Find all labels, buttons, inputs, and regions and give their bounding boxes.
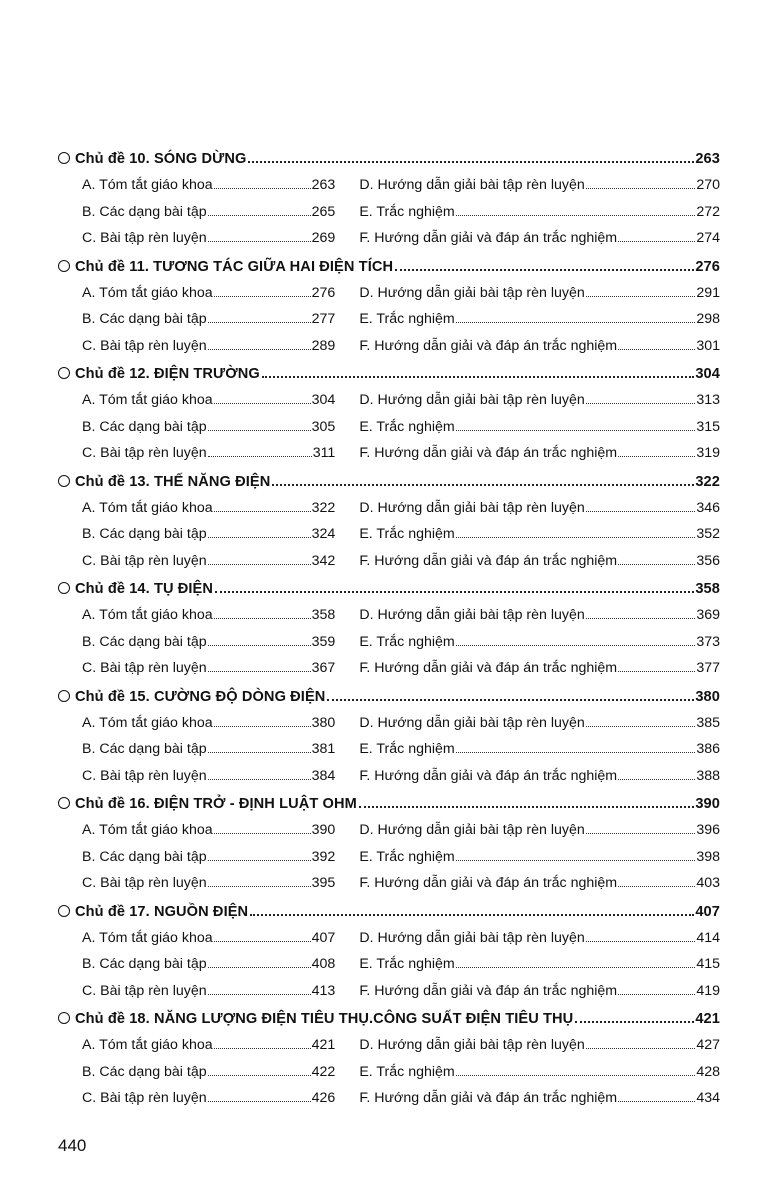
toc-entry[interactable] — [359, 280, 720, 307]
dot-leader — [456, 967, 696, 968]
toc-entry[interactable] — [82, 414, 335, 441]
toc-entry[interactable] — [359, 199, 720, 226]
dot-leader — [208, 752, 311, 753]
circle-bullet-icon — [58, 690, 70, 702]
entry-page-number: 388 — [696, 767, 720, 784]
entry-page-number: 356 — [696, 552, 720, 569]
toc-chapter — [58, 469, 720, 577]
dot-leader — [208, 537, 311, 538]
entry-label: C. Bài tập rèn luyện — [82, 875, 207, 891]
entry-label: B. Các dạng bài tập — [82, 633, 207, 650]
entry-label: B. Các dạng bài tập — [82, 526, 207, 542]
entry-page-number: 305 — [311, 418, 336, 435]
toc-entry[interactable] — [359, 521, 720, 548]
dot-leader — [214, 833, 311, 834]
entry-label: B. Các dạng bài tập — [82, 741, 207, 757]
chapter-page-number: 276 — [695, 258, 720, 275]
dot-leader — [456, 537, 696, 538]
entry-page-number: 298 — [696, 311, 720, 327]
entry-label: F. Hướng dẫn giải và đáp án trắc nghiệm — [359, 445, 618, 461]
entry-page-number: 263 — [311, 177, 336, 193]
entry-page-number: 346 — [696, 499, 720, 516]
entry-page-number: 434 — [696, 1090, 720, 1106]
dot-leader — [456, 645, 696, 646]
toc-chapter — [58, 254, 720, 362]
entry-label: A. Tóm tắt giáo khoa — [82, 607, 213, 623]
toc-entry[interactable] — [82, 710, 335, 737]
toc-row — [58, 199, 720, 226]
entry-label: D. Hướng dẫn giải bài tập rèn luyện — [359, 714, 585, 731]
entry-page-number: 414 — [696, 929, 720, 946]
dot-leader — [214, 941, 311, 942]
entry-page-number: 392 — [311, 848, 336, 865]
toc-entry[interactable] — [359, 414, 720, 441]
toc-entry[interactable] — [359, 1059, 720, 1086]
entry-page-number: 270 — [696, 177, 720, 193]
dot-leader — [250, 914, 694, 916]
entry-page-number: 301 — [696, 337, 720, 354]
dot-leader — [208, 779, 311, 780]
dot-leader — [456, 215, 696, 216]
toc-entry[interactable] — [82, 602, 335, 629]
entry-page-number: 426 — [311, 1090, 336, 1106]
toc-row — [58, 1059, 720, 1086]
entry-page-number: 380 — [311, 714, 336, 731]
chapter-heading[interactable] — [58, 576, 720, 602]
dot-leader — [208, 1101, 311, 1102]
entry-label: C. Bài tập rèn luyện — [82, 230, 207, 246]
toc-entry[interactable] — [82, 655, 335, 682]
chapter-heading[interactable] — [58, 1006, 720, 1032]
entry-page-number: 315 — [696, 418, 720, 435]
entry-label: A. Tóm tắt giáo khoa — [82, 392, 213, 408]
toc-entry[interactable] — [82, 1059, 335, 1086]
entry-label: D. Hướng dẫn giải bài tập rèn luyện — [359, 822, 585, 838]
entry-label: E. Trắc nghiệm — [359, 956, 455, 972]
toc-row — [58, 172, 720, 199]
toc-chapter — [58, 361, 720, 469]
entry-page-number: 422 — [311, 1063, 336, 1080]
toc-row — [58, 414, 720, 441]
entry-label: C. Bài tập rèn luyện — [82, 552, 207, 569]
dot-leader — [618, 671, 695, 672]
entry-label: A. Tóm tắt giáo khoa — [82, 177, 213, 193]
entry-label: C. Bài tập rèn luyện — [82, 445, 207, 461]
entry-page-number: 408 — [311, 956, 336, 972]
dot-leader — [618, 886, 695, 887]
entry-label: C. Bài tập rèn luyện — [82, 982, 207, 999]
toc-entry[interactable] — [82, 978, 335, 1005]
toc-entry[interactable] — [359, 172, 720, 199]
toc-entry[interactable] — [82, 870, 335, 897]
entry-label: A. Tóm tắt giáo khoa — [82, 822, 213, 838]
circle-bullet-icon — [58, 152, 70, 164]
toc-chapter — [58, 146, 720, 254]
toc-entry[interactable] — [359, 870, 720, 897]
entry-label: A. Tóm tắt giáo khoa — [82, 929, 213, 946]
entry-page-number: 421 — [311, 1037, 336, 1053]
dot-leader — [618, 564, 695, 565]
chapter-heading[interactable] — [58, 684, 720, 710]
dot-leader — [214, 618, 311, 619]
entry-label: A. Tóm tắt giáo khoa — [82, 1037, 213, 1053]
circle-bullet-icon — [58, 797, 70, 809]
dot-leader — [395, 269, 694, 271]
entry-page-number: 390 — [311, 822, 336, 838]
chapter-heading[interactable] — [58, 361, 720, 387]
toc-row — [58, 280, 720, 307]
circle-bullet-icon — [58, 582, 70, 594]
entry-page-number: 386 — [696, 741, 720, 757]
dot-leader — [575, 1021, 694, 1023]
dot-leader — [208, 241, 311, 242]
toc-row — [58, 225, 720, 252]
toc-entry[interactable] — [359, 1032, 720, 1059]
chapter-page-number: 421 — [695, 1011, 720, 1027]
entry-label: A. Tóm tắt giáo khoa — [82, 714, 213, 731]
dot-leader — [586, 188, 696, 189]
entry-label: E. Trắc nghiệm — [359, 848, 455, 865]
dot-leader — [586, 726, 696, 727]
toc-entry[interactable] — [359, 333, 720, 360]
chapter-title: Chủ đề 11. TƯƠNG TÁC GIỮA HAI ĐIỆN TÍCH — [75, 258, 394, 275]
toc-row — [58, 1032, 720, 1059]
toc-entry[interactable] — [82, 1085, 335, 1112]
dot-leader — [586, 296, 696, 297]
toc-row — [58, 925, 720, 952]
chapter-page-number: 263 — [695, 151, 720, 167]
entry-label: B. Các dạng bài tập — [82, 848, 207, 865]
toc-entry[interactable] — [82, 844, 335, 871]
chapter-title: Chủ đề 18. NĂNG LƯỢNG ĐIỆN TIÊU THỤ.CÔNG SUẤT ĐIỆN TIÊU THỤ — [75, 1011, 574, 1027]
entry-page-number: 369 — [696, 607, 720, 623]
toc-entry[interactable] — [82, 951, 335, 978]
dot-leader — [215, 591, 694, 593]
toc-entry[interactable] — [359, 602, 720, 629]
toc-row — [58, 763, 720, 790]
entry-page-number: 373 — [696, 633, 720, 650]
dot-leader — [618, 349, 695, 350]
dot-leader — [359, 806, 694, 808]
dot-leader — [456, 860, 696, 861]
entry-page-number: 269 — [311, 230, 336, 246]
chapter-page-number: 358 — [695, 581, 720, 597]
entry-label: E. Trắc nghiệm — [359, 1063, 455, 1080]
toc-entry[interactable] — [82, 763, 335, 790]
dot-leader — [208, 349, 311, 350]
toc-entry[interactable] — [82, 199, 335, 226]
entry-label: F. Hướng dẫn giải và đáp án trắc nghiệm — [359, 660, 618, 676]
entry-label: F. Hướng dẫn giải và đáp án trắc nghiệm — [359, 230, 618, 246]
entry-page-number: 396 — [696, 822, 720, 838]
dot-leader — [327, 699, 694, 701]
entry-page-number: 415 — [696, 956, 720, 972]
toc-entry[interactable] — [359, 225, 720, 252]
toc-chapter — [58, 576, 720, 684]
entry-page-number: 304 — [311, 392, 336, 408]
toc-chapter — [58, 1006, 720, 1114]
chapter-heading[interactable] — [58, 469, 720, 495]
dot-leader — [586, 833, 696, 834]
dot-leader — [208, 967, 311, 968]
table-of-contents — [58, 146, 720, 1114]
entry-label: B. Các dạng bài tập — [82, 418, 207, 435]
dot-leader — [272, 484, 694, 486]
dot-leader — [586, 618, 696, 619]
circle-bullet-icon — [58, 905, 70, 917]
entry-page-number: 265 — [311, 203, 336, 220]
entry-page-number: 381 — [311, 741, 336, 757]
chapter-title: Chủ đề 10. SÓNG DỪNG — [75, 151, 247, 167]
entry-label: E. Trắc nghiệm — [359, 311, 455, 327]
chapter-heading[interactable] — [58, 146, 720, 172]
toc-row — [58, 521, 720, 548]
dot-leader — [208, 564, 311, 565]
entry-page-number: 403 — [696, 875, 720, 891]
chapter-title: Chủ đề 17. NGUỒN ĐIỆN — [75, 903, 249, 920]
toc-chapter — [58, 899, 720, 1007]
entry-label: A. Tóm tắt giáo khoa — [82, 499, 213, 516]
toc-entry[interactable] — [82, 521, 335, 548]
toc-entry[interactable] — [82, 629, 335, 656]
toc-row — [58, 817, 720, 844]
toc-entry[interactable] — [359, 306, 720, 333]
dot-leader — [208, 215, 311, 216]
entry-label: E. Trắc nghiệm — [359, 633, 455, 650]
entry-label: D. Hướng dẫn giải bài tập rèn luyện — [359, 929, 585, 946]
toc-row — [58, 870, 720, 897]
toc-entry[interactable] — [359, 710, 720, 737]
toc-row — [58, 951, 720, 978]
entry-page-number: 352 — [696, 526, 720, 542]
entry-page-number: 324 — [311, 526, 336, 542]
entry-label: F. Hướng dẫn giải và đáp án trắc nghiệm — [359, 337, 618, 354]
page-number: 440 — [58, 1136, 87, 1155]
entry-label: D. Hướng dẫn giải bài tập rèn luyện — [359, 284, 585, 301]
dot-leader — [208, 994, 311, 995]
entry-label: E. Trắc nghiệm — [359, 203, 455, 220]
entry-label: D. Hướng dẫn giải bài tập rèn luyện — [359, 392, 585, 408]
chapter-page-number: 304 — [695, 366, 720, 382]
entry-page-number: 427 — [696, 1037, 720, 1053]
chapter-title: Chủ đề 13. THẾ NĂNG ĐIỆN — [75, 473, 271, 490]
entry-page-number: 395 — [311, 875, 336, 891]
dot-leader — [208, 430, 311, 431]
dot-leader — [618, 994, 695, 995]
toc-entry[interactable] — [82, 387, 335, 414]
toc-entry[interactable] — [82, 440, 335, 467]
toc-entry[interactable] — [359, 655, 720, 682]
toc-entry[interactable] — [359, 1085, 720, 1112]
entry-page-number: 385 — [696, 714, 720, 731]
dot-leader — [262, 376, 694, 378]
entry-page-number: 413 — [311, 982, 336, 999]
dot-leader — [618, 779, 695, 780]
toc-entry[interactable] — [359, 925, 720, 952]
dot-leader — [208, 671, 311, 672]
chapter-page-number: 322 — [695, 473, 720, 490]
dot-leader — [214, 188, 311, 189]
chapter-heading[interactable] — [58, 254, 720, 280]
entry-label: D. Hướng dẫn giải bài tập rèn luyện — [359, 177, 585, 193]
toc-entry[interactable] — [82, 817, 335, 844]
entry-label: D. Hướng dẫn giải bài tập rèn luyện — [359, 1037, 585, 1053]
entry-page-number: 274 — [696, 230, 720, 246]
toc-entry[interactable] — [82, 306, 335, 333]
toc-entry[interactable] — [359, 629, 720, 656]
toc-entry[interactable] — [82, 1032, 335, 1059]
entry-label: F. Hướng dẫn giải và đáp án trắc nghiệm — [359, 875, 618, 891]
dot-leader — [586, 403, 696, 404]
toc-entry[interactable] — [82, 548, 335, 575]
entry-page-number: 428 — [696, 1063, 720, 1080]
entry-page-number: 358 — [311, 607, 336, 623]
chapter-title: Chủ đề 15. CƯỜNG ĐỘ DÒNG ĐIỆN — [75, 688, 326, 705]
entry-page-number: 319 — [696, 445, 720, 461]
entry-page-number: 407 — [311, 929, 336, 946]
toc-chapter — [58, 684, 720, 792]
entry-label: E. Trắc nghiệm — [359, 526, 455, 542]
entry-label: B. Các dạng bài tập — [82, 1063, 207, 1080]
circle-bullet-icon — [58, 367, 70, 379]
entry-page-number: 311 — [312, 445, 336, 461]
chapter-page-number: 407 — [695, 903, 720, 920]
chapter-page-number: 380 — [695, 688, 720, 705]
toc-entry[interactable] — [82, 333, 335, 360]
dot-leader — [586, 1048, 696, 1049]
chapter-heading[interactable] — [58, 791, 720, 817]
dot-leader — [456, 430, 696, 431]
toc-row — [58, 629, 720, 656]
circle-bullet-icon — [58, 475, 70, 487]
entry-page-number: 342 — [311, 552, 336, 569]
entry-page-number: 313 — [696, 392, 720, 408]
dot-leader — [456, 752, 696, 753]
entry-label: C. Bài tập rèn luyện — [82, 337, 207, 354]
toc-entry[interactable] — [359, 978, 720, 1005]
toc-row — [58, 495, 720, 522]
toc-entry[interactable] — [359, 495, 720, 522]
dot-leader — [208, 1075, 311, 1076]
dot-leader — [456, 322, 696, 323]
entry-label: B. Các dạng bài tập — [82, 311, 207, 327]
entry-page-number: 289 — [311, 337, 336, 354]
entry-label: D. Hướng dẫn giải bài tập rèn luyện — [359, 499, 585, 516]
entry-page-number: 291 — [696, 284, 720, 301]
entry-label: F. Hướng dẫn giải và đáp án trắc nghiệm — [359, 982, 618, 999]
toc-row — [58, 306, 720, 333]
entry-page-number: 276 — [311, 284, 336, 301]
dot-leader — [208, 322, 311, 323]
toc-row — [58, 440, 720, 467]
entry-page-number: 359 — [311, 633, 336, 650]
chapter-title: Chủ đề 14. TỤ ĐIỆN — [75, 581, 214, 597]
dot-leader — [214, 403, 311, 404]
toc-entry[interactable] — [359, 548, 720, 575]
entry-page-number: 377 — [696, 660, 720, 676]
dot-leader — [618, 1101, 695, 1102]
dot-leader — [618, 241, 695, 242]
toc-entry[interactable] — [359, 763, 720, 790]
toc-chapter — [58, 791, 720, 899]
entry-page-number: 277 — [311, 311, 336, 327]
toc-row — [58, 844, 720, 871]
entry-label: B. Các dạng bài tập — [82, 203, 207, 220]
toc-entry[interactable] — [82, 280, 335, 307]
entry-page-number: 419 — [696, 982, 720, 999]
dot-leader — [214, 296, 311, 297]
dot-leader — [248, 161, 694, 163]
entry-label: D. Hướng dẫn giải bài tập rèn luyện — [359, 607, 585, 623]
toc-entry[interactable] — [359, 736, 720, 763]
toc-entry[interactable] — [82, 925, 335, 952]
chapter-title: Chủ đề 12. ĐIỆN TRƯỜNG — [75, 366, 260, 382]
toc-row — [58, 978, 720, 1005]
entry-label: C. Bài tập rèn luyện — [82, 767, 207, 784]
entry-page-number: 367 — [311, 660, 336, 676]
entry-label: A. Tóm tắt giáo khoa — [82, 284, 213, 301]
dot-leader — [214, 1048, 311, 1049]
entry-label: E. Trắc nghiệm — [359, 418, 455, 435]
entry-label: E. Trắc nghiệm — [359, 741, 455, 757]
toc-row — [58, 736, 720, 763]
toc-row — [58, 655, 720, 682]
entry-page-number: 398 — [696, 848, 720, 865]
chapter-heading[interactable] — [58, 899, 720, 925]
toc-row — [58, 333, 720, 360]
dot-leader — [618, 456, 695, 457]
dot-leader — [208, 645, 311, 646]
entry-label: C. Bài tập rèn luyện — [82, 1090, 207, 1106]
toc-row — [58, 710, 720, 737]
circle-bullet-icon — [58, 260, 70, 272]
dot-leader — [208, 886, 311, 887]
entry-label: F. Hướng dẫn giải và đáp án trắc nghiệm — [359, 552, 618, 569]
toc-row — [58, 1085, 720, 1112]
toc-row — [58, 387, 720, 414]
toc-entry[interactable] — [82, 172, 335, 199]
toc-entry[interactable] — [359, 951, 720, 978]
dot-leader — [586, 941, 696, 942]
toc-row — [58, 548, 720, 575]
entry-page-number: 322 — [311, 499, 336, 516]
entry-label: F. Hướng dẫn giải và đáp án trắc nghiệm — [359, 1090, 618, 1106]
chapter-title: Chủ đề 16. ĐIỆN TRỞ - ĐỊNH LUẬT OHM — [75, 796, 357, 812]
dot-leader — [456, 1075, 696, 1076]
entry-label: F. Hướng dẫn giải và đáp án trắc nghiệm — [359, 767, 618, 784]
circle-bullet-icon — [58, 1012, 70, 1024]
toc-entry[interactable] — [359, 387, 720, 414]
toc-entry[interactable] — [359, 440, 720, 467]
toc-row — [58, 602, 720, 629]
entry-page-number: 272 — [696, 203, 720, 220]
dot-leader — [214, 726, 311, 727]
toc-entry[interactable] — [82, 495, 335, 522]
toc-entry[interactable] — [359, 844, 720, 871]
chapter-page-number: 390 — [695, 796, 720, 812]
toc-entry[interactable] — [359, 817, 720, 844]
dot-leader — [208, 456, 312, 457]
toc-entry[interactable] — [82, 736, 335, 763]
entry-page-number: 384 — [311, 767, 336, 784]
entry-label: B. Các dạng bài tập — [82, 956, 207, 972]
toc-entry[interactable] — [82, 225, 335, 252]
dot-leader — [586, 511, 696, 512]
dot-leader — [208, 860, 311, 861]
dot-leader — [214, 511, 311, 512]
entry-label: C. Bài tập rèn luyện — [82, 660, 207, 676]
